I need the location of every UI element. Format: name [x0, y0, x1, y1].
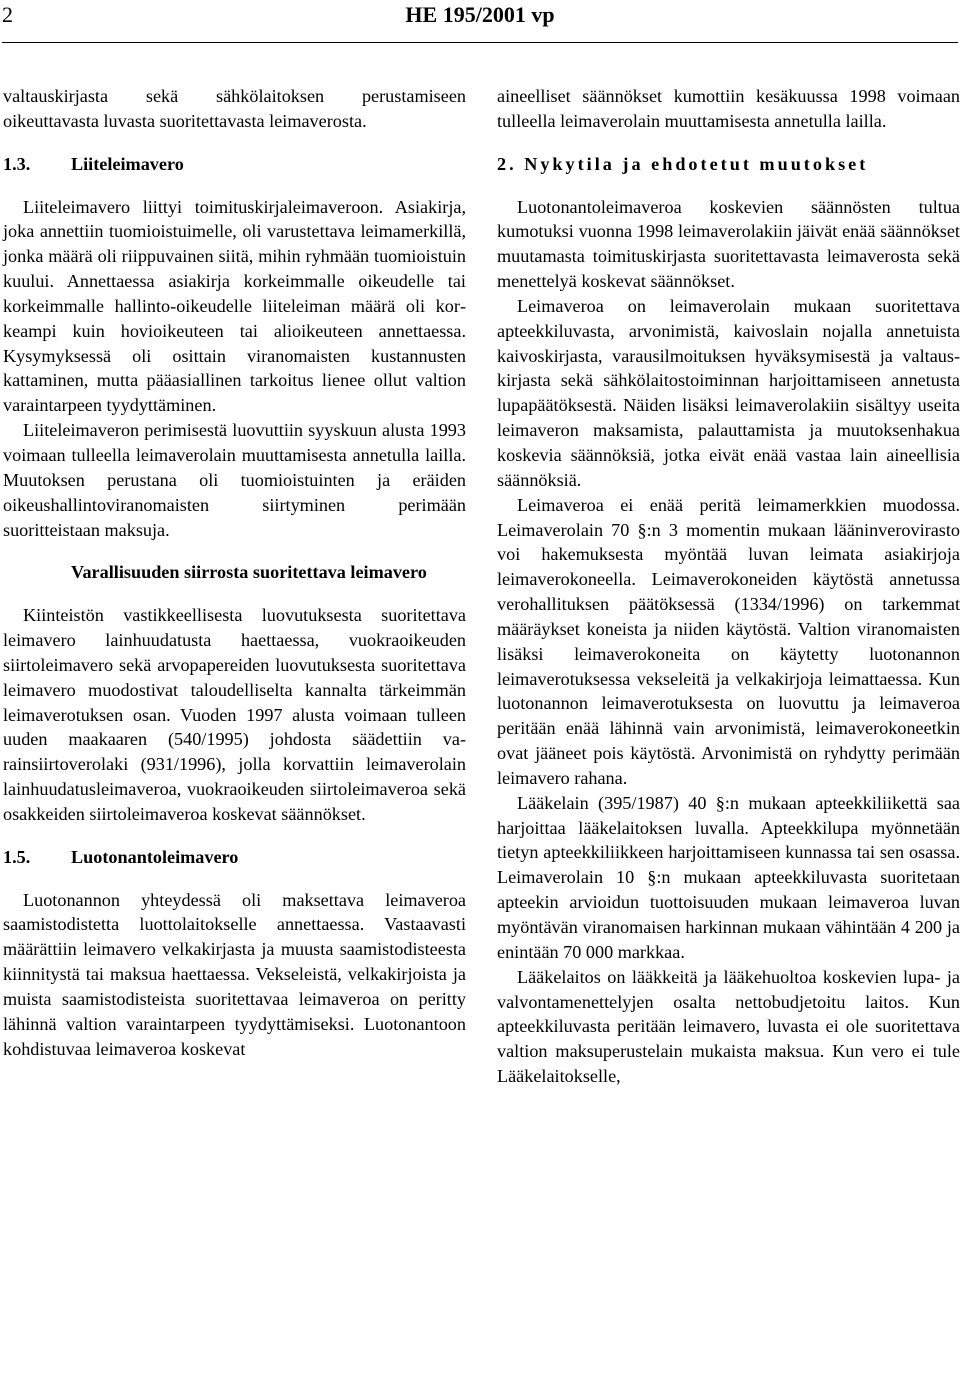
paragraph: Luotonannon yhteydessä oli maksettava leimaveroa saamistodistetta luottolaitokselle annettaessa. Vastaavasti määrättiin leimavero velkakirjasta ja muusta saamistodisteesta kiinnitystä tai maksua haettaessa. Vekseleistä, velkakirjoista ja muista saamistodisteista suoritettavaa leimaveroa on peritty lähinnä valtion varaintarpeen tyydyttämiseksi. Luotonantoon kohdistuvaa leimaveroa koskevat — [3, 889, 466, 1059]
paragraph: Kiinteistön vastikkeellisesta luovutuksesta suoritettava leimavero lainhuudatusta haettaessa, vuokraoikeuden siirtoleimavero sekä arvopapereiden luovutuksesta suoritettava leimavero muodostivat taloudelliselta kannalta tärkeimmän leimaverotuksen osan. Vuoden 1997 alusta voimaan tulleen uuden maakaaren (540/1995) johdosta säädettiin varainsiirtoverolaki (931/1996), jolla korvattiin leimaverolain lainhuudatusleimaveroa, vuokraoikeuden siirtoleimaveroa sekä osakkeiden siirtoleimaveroa koskevat säännökset. — [3, 605, 466, 824]
paragraph: Lääkelain (395/1987) 40 §:n mukaan apteekkiliikettä saa harjoittaa lääkelaitoksen luvalla. Apteekkilupa myönnetään tietyn apteekkiliikkeen harjoittamiseen kunnassa tai sen osassa. Leimaverolain 10 §:n mukaan apteekkiluvasta suoritetaan apteekin arvioidun tuottoisuuden mukaan leimaveroa luvan myöntävän viranomaisen harkinnan mukaan vähintään 4 200 ja enintään 70 000 markkaa. — [497, 792, 960, 962]
section-number — [3, 560, 71, 585]
right-column — [497, 84, 960, 1089]
section-heading-1-5 — [3, 845, 466, 870]
paragraph: Liiteleimaveron perimisestä luovuttiin syyskuun alusta 1993 voimaan tulleella leimaverolain muuttamisesta annetulla lailla. Muutoksen perustana oli tuomioistuinten ja eräiden oikeushallintoviranomaisten siirtyminen perimään suoritteistaan maksuja. — [3, 420, 466, 540]
document-reference: HE 195/2001 vp — [405, 2, 555, 27]
paragraph: Luotonantoleimaveroa koskevien säännösten tultua kumotuksi vuonna 1998 leimaverolakiin jäivät enää säännökset muutamasta toimituskirjasta suoritettavasta leimaverosta sekä menettelyä koskevat säännökset. — [497, 196, 960, 292]
paragraph: Liiteleimavero liittyi toimituskirjaleimaveroon. Asiakirja, joka annettiin tuomioistuimelle, oli varustettava leimamerkillä, jonka määrä oli riippuvainen siitä, mihin ryhmään tuomioistuin kuului. Annettaessa asiakirja korkeimmalle oikeudelle tai korkeimmalle hallinto-oikeudelle liiteleiman määrä oli korkeampi kuin hovioikeuteen tai alioikeuteen annettaessa. Kysymyksessä oli osittain viranomaisten kustannusten kattaminen, mutta pääasiallinen tarkoitus lienee ollut valtion varaintarpeen tyydyttäminen. — [3, 196, 466, 416]
section-heading-1-4 — [3, 560, 466, 585]
section-title: Liiteleimavero — [71, 153, 184, 174]
section-title: Luotonantoleimavero — [71, 846, 239, 867]
paragraph: Lääkelaitos on lääkkeitä ja lääkehuoltoa koskevien lupa- ja valvontamenettelyjen osalta nettobudjetoitu laitos. Kun apteekkiluvasta peritään leimavero, luvasta ei ole suoritettava valtion maksuperustelain mukaista maksua. Kun vero ei tule Lääkelaitokselle, — [497, 966, 960, 1087]
section-number: 1.5. — [3, 846, 31, 867]
right-continued-paragraph: aineelliset säännökset kumottiin kesäkuussa 1998 voimaan tulleella leimaverolain muuttamisesta annetulla lailla. — [497, 86, 960, 131]
section-heading-1-3 — [3, 152, 466, 177]
paragraph: Leimaveroa ei enää peritä leimamerkkien muodossa. Leimaverolain 70 §:n 3 momentin mukaan lääninverovirasto voi hakemuksesta myöntää luvan leimata asiakirjoja leimaverokoneella. Leimaverokoneiden käytöstä annetussa verohallituksen päätöksessä (1334/1996) on tarkemmat määräykset koneista ja niiden käytöstä. Valtion viranomaisten lisäksi leimaverokoneita on käytetty luotonannon leimaverotuksessa vekseleitä ja velkakirjoja leimattaessa. Kun luotonannon leimaverotuksesta on luovuttu ja leimaveroa peritään enää lähinnä vain arvonimistä, leimaverokoneetkin ovat jääneet pois käytöstä. Arvonimistä on ryhdytty perimään leimavero rahana. — [497, 494, 960, 788]
left-continued-paragraph: valtauskirjasta sekä sähkölaitoksen perustamiseen oikeuttavasta luvasta suoritettavasta leimaverosta. — [3, 86, 466, 131]
section-title: Varallisuuden siirrosta suoritettava leimavero — [71, 562, 427, 583]
section-title: Nykytila ja ehdotetut muutokset — [524, 153, 869, 174]
page-number: 2 — [2, 2, 13, 27]
section-heading-2 — [497, 152, 960, 177]
section-number: 1.3. — [3, 153, 31, 174]
left-column — [3, 84, 466, 1062]
header-rule — [2, 42, 958, 43]
section-number: 2. — [497, 153, 517, 174]
paragraph: Leimaveroa on leimaverolain mukaan suoritettava apteekkiluvasta, arvonimistä, kaivoslain nojalla annetuista kaivoskirjasta, varausilmoituksen hyväksymisestä ja valtauskirjasta sekä sähkölaitostoiminnan harjoittamiseen annetusta lupapäätöksestä. Näiden lisäksi leimaverolakiin sisältyy useita leimaveron maksamista, palauttamista ja muutoksenhakua koskevia säännöksiä, jotka eivät enää vastaa lain aineellisia säännöksiä. — [497, 295, 960, 490]
